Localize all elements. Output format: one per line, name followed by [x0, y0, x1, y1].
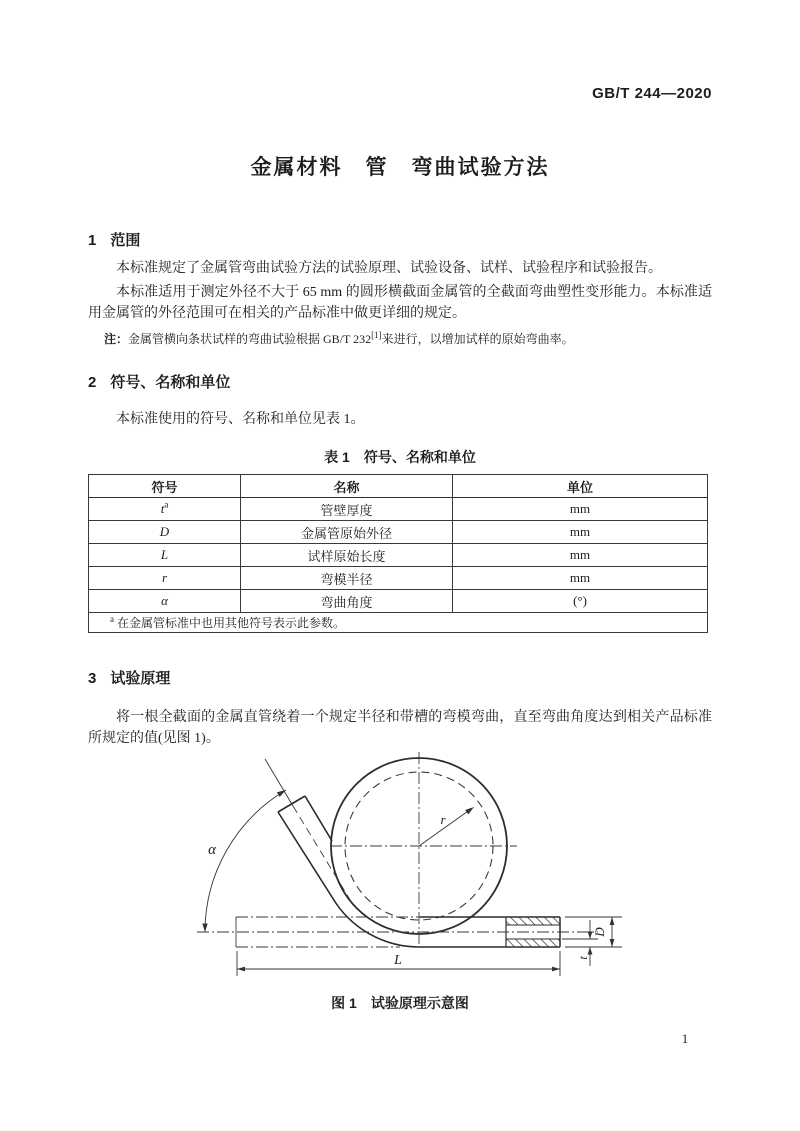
dimension-r — [419, 807, 474, 846]
col-header-name: 名称 — [241, 475, 453, 498]
section-title: 范围 — [110, 232, 141, 249]
pipe-tilted-centerline — [293, 806, 352, 903]
dimension-t — [562, 920, 598, 966]
note-label: 注： — [104, 332, 129, 346]
paragraph-principle: 将一根全截面的金属直管绕着一个规定半径和带槽的弯模弯曲，直至弯曲角度达到相关产品标准所规定的值(见图 1)。 — [88, 710, 712, 746]
standard-code: GB/T 244—2020 — [592, 85, 712, 102]
alpha-arrowhead-top — [277, 790, 286, 797]
paragraph-scope-2: 本标准适用于测定外径不大于 65 mm 的圆形横截面金属管的全截面弯曲塑性变形能力。本标准适用金属管的外径范围可在相关的产品标准中做更详细的规定。 — [88, 285, 712, 321]
section-3-heading — [88, 667, 170, 688]
section-2-heading — [88, 371, 230, 392]
section-title: 试验原理 — [110, 670, 171, 687]
section-number: 2 — [88, 374, 97, 391]
L-arrowhead-right — [552, 967, 560, 972]
table-row: r 弯模半径 mm — [89, 567, 708, 590]
label-r: r — [440, 812, 446, 827]
pipe-axis-extension — [265, 759, 293, 806]
alpha-arrowhead-bottom — [202, 924, 207, 933]
footnote-text: 在金属管标准中也用其他符号表示此参数。 — [117, 616, 346, 630]
bend-die — [330, 752, 517, 944]
table-row: D 金属管原始外径 mm — [89, 521, 708, 544]
D-arrowhead-bottom — [610, 939, 615, 947]
dimension-alpha — [202, 790, 286, 932]
table-row: $t^a$ 管壁厚度 mm — [89, 498, 708, 521]
t-arrowhead-bottom — [588, 947, 593, 955]
paragraph-scope-1: 本标准规定了金属管弯曲试验方法的试验原理、试验设备、试样、试验程序和试验报告。 — [116, 261, 662, 276]
label-D: D — [592, 927, 607, 937]
scope-note — [104, 332, 704, 347]
section-top-wall — [506, 917, 560, 925]
section-title: 符号、名称和单位 — [110, 374, 231, 391]
page-number: 1 — [681, 1031, 689, 1046]
symbols-table — [88, 474, 708, 633]
section-1-heading — [88, 229, 140, 250]
footnote-marker: a — [110, 614, 114, 624]
label-alpha: α — [208, 842, 216, 858]
col-header-unit: 单位 — [453, 475, 708, 498]
note-reference-sup: [1] — [371, 330, 382, 340]
note-tail: 来进行，以增加试样的原始弯曲率。 — [381, 332, 574, 346]
pipe-tilted-inner-edge — [305, 796, 332, 841]
paragraph-symbols: 本标准使用的符号、名称和单位见表 1。 — [116, 412, 365, 427]
section-number: 1 — [88, 232, 97, 249]
table-row: α 弯曲角度 (°) — [89, 590, 708, 613]
figure-bend-test-schematic — [150, 742, 670, 990]
note-text: 金属管横向条状试样的弯曲试验根据 GB/T 232 — [128, 332, 372, 346]
L-arrowhead-left — [237, 967, 245, 972]
table-caption: 表 1 符号、名称和单位 — [324, 449, 476, 465]
table-header-row — [89, 475, 708, 498]
document-title: 金属材料 管 弯曲试验方法 — [250, 156, 550, 179]
table-footnote-row — [89, 613, 708, 633]
figure-caption: 图 1 试验原理示意图 — [331, 995, 469, 1011]
r-arrowhead — [465, 807, 474, 814]
dimension-L — [237, 951, 560, 976]
table-row: L 试样原始长度 mm — [89, 544, 708, 567]
D-arrowhead-top — [610, 917, 615, 925]
label-L: L — [394, 953, 402, 968]
col-header-symbol: 符号 — [89, 475, 241, 498]
section-bottom-wall — [506, 939, 560, 947]
section-number: 3 — [88, 670, 97, 687]
label-t: t — [576, 956, 590, 960]
